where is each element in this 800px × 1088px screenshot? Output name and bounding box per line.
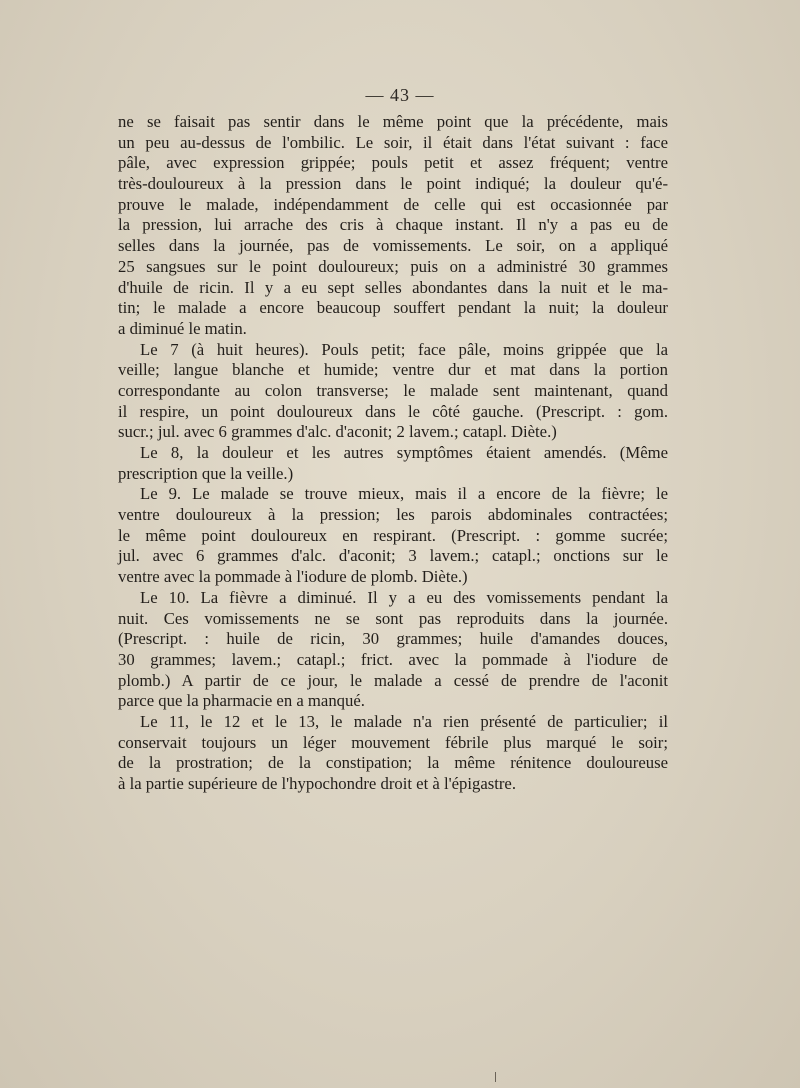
text-line: il respire, un point douloureux dans le côté gauche. (Prescript. : gom. (118, 401, 668, 421)
text-line: ventre avec la pommade à l'iodure de plomb. Diète.) (118, 567, 468, 587)
text-line: de la prostration; de la constipation; la même rénitence douloureuse (118, 753, 668, 773)
text-line: un peu au-dessus de l'ombilic. Le soir, il était dans l'état suivant : face (118, 132, 668, 152)
text-line: plomb.) A partir de ce jour, le malade a cessé de prendre de l'aconit (118, 670, 668, 690)
text-line: prescription que la veille.) (118, 463, 294, 483)
text-line: nuit. Ces vomissements ne se sont pas reproduits dans la journée. (118, 608, 668, 628)
text-line: à la partie supérieure de l'hypochondre droit et à l'épigastre. (118, 774, 517, 793)
text-line: 30 grammes; lavem.; catapl.; frict. avec la pommade à l'iodure de (118, 649, 668, 669)
text-line: (Prescript. : huile de ricin, 30 grammes; huile d'amandes douces, (118, 629, 668, 649)
text-line: Le 11, le 12 et le 13, le malade n'a rien présenté de particulier; il (140, 711, 668, 731)
text-line: la pression, lui arrache des cris à chaque instant. Il n'y a pas eu de (118, 215, 668, 235)
text-line: ne se faisait pas sentir dans le même point que la précédente, mais (118, 112, 668, 131)
text-line: tin; le malade a encore beaucoup souffert pendant la nuit; la douleur (118, 298, 668, 318)
page-number: — 43 — (365, 85, 435, 105)
body-text (118, 112, 668, 795)
text-line: ventre douloureux à la pression; les parois abdominales contractées; (118, 505, 668, 525)
text-line: très-douloureux à la pression dans le point indiqué; la douleur qu'é- (118, 174, 668, 194)
text-line: veille; langue blanche et humide; ventre dur et mat dans la portion (118, 360, 668, 380)
text-line: Le 9. Le malade se trouve mieux, mais il a encore de la fièvre; le (140, 484, 668, 504)
text-line: d'huile de ricin. Il y a eu sept selles abondantes dans la nuit et le ma- (118, 277, 668, 297)
text-line: Le 7 (à huit heures). Pouls petit; face pâle, moins grippée que la (140, 339, 668, 359)
text-line: le même point douloureux en respirant. (Prescript. : gomme sucrée; (118, 525, 668, 545)
text-line: sucr.; jul. avec 6 grammes d'alc. d'aconit; 2 lavem.; catapl. Diète.) (118, 422, 557, 442)
text-line: correspondante au colon transverse; le malade sent maintenant, quand (118, 380, 668, 400)
text-line: Le 8, la douleur et les autres symptômes étaient amendés. (Même (140, 443, 668, 462)
text-line: a diminué le matin. (118, 318, 247, 338)
text-line: pâle, avec expression grippée; pouls petit et assez fréquent; ventre (118, 153, 668, 173)
text-line: selles dans la journée, pas de vomissements. Le soir, on a appliqué (118, 236, 668, 256)
text-line: prouve le malade, indépendamment de celle qui est occasionnée par (118, 194, 668, 214)
text-line: parce que la pharmacie en a manqué. (118, 691, 365, 711)
margin-mark (495, 1072, 496, 1082)
text-line: Le 10. La fièvre a diminué. Il y a eu des vomissements pendant la (140, 587, 668, 607)
text-line: 25 sangsues sur le point douloureux; puis on a administré 30 grammes (118, 256, 668, 276)
text-line: jul. avec 6 grammes d'alc. d'aconit; 3 lavem.; catapl.; onctions sur le (118, 546, 668, 566)
text-line: conservait toujours un léger mouvement fébrile plus marqué le soir; (118, 732, 668, 752)
